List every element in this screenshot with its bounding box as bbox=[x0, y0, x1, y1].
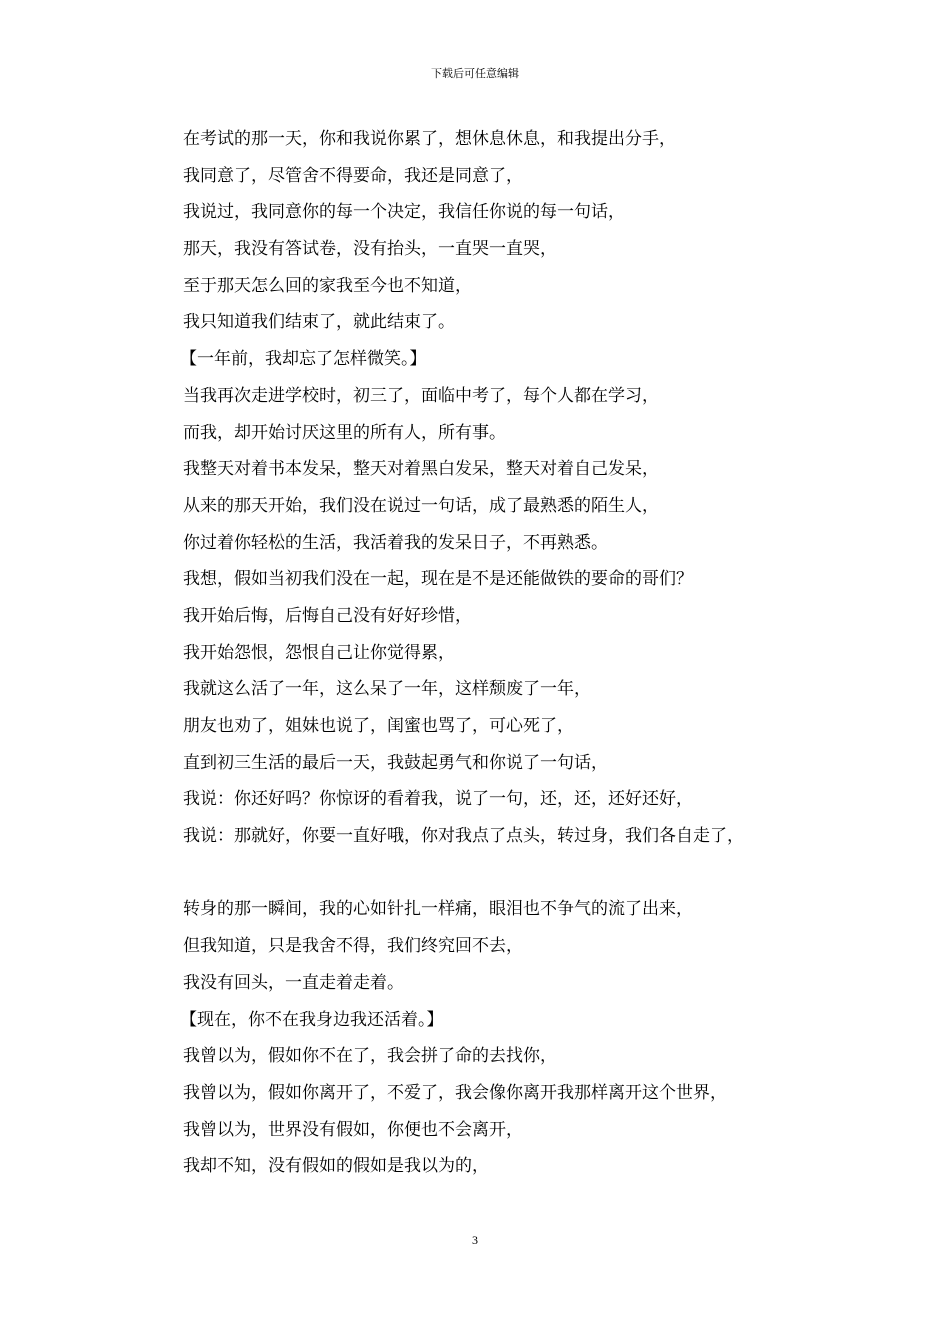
document-body bbox=[180, 121, 843, 1185]
text-line: 那天，我没有答试卷，没有抬头，一直哭一直哭， bbox=[183, 239, 557, 260]
text-line: 朋友也劝了，姐妹也说了，闺蜜也骂了，可心死了， bbox=[183, 716, 574, 736]
text-line: 我开始后悔，后悔自己没有好好珍惜， bbox=[183, 605, 472, 626]
text-line: 在考试的那一天，你和我说你累了，想休息休息，和我提出分手， bbox=[183, 129, 676, 149]
text-line: 我没有回头，一直走着走着。 bbox=[183, 972, 404, 993]
text-line: 我整天对着书本发呆，整天对着黑白发呆，整天对着自己发呆， bbox=[183, 459, 659, 480]
section-heading: 【现在，你不在我身边我还活着。】 bbox=[180, 1009, 444, 1030]
text-line: 我说过，我同意你的每一个决定，我信任你说的每一句话， bbox=[183, 202, 625, 223]
text-line: 但我知道，只是我舍不得，我们终究回不去， bbox=[183, 936, 523, 957]
text-line: 你过着你轻松的生活，我活着我的发呆日子，不再熟悉。 bbox=[183, 532, 608, 553]
text-line: 而我，却开始讨厌这里的所有人，所有事。 bbox=[183, 422, 506, 443]
text-line: 至于那天怎么回的家我至今也不知道， bbox=[183, 275, 472, 296]
text-line: 我说：你还好吗？你惊讶的看着我，说了一句，还，还，还好还好， bbox=[183, 789, 693, 810]
text-line: 我开始怨恨，怨恨自己让你觉得累， bbox=[183, 642, 455, 663]
text-line: 我曾以为，假如你不在了，我会拼了命的去找你， bbox=[183, 1046, 557, 1067]
text-line: 我就这么活了一年，这么呆了一年，这样颓废了一年， bbox=[183, 679, 591, 700]
text-line: 我只知道我们结束了，就此结束了。 bbox=[183, 312, 455, 333]
text-line: 直到初三生活的最后一天，我鼓起勇气和你说了一句话， bbox=[183, 752, 608, 773]
text-line: 我却不知，没有假如的假如是我以为的， bbox=[183, 1156, 489, 1177]
text-line: 从来的那天开始，我们没在说过一句话，成了最熟悉的陌生人， bbox=[183, 495, 659, 516]
blank-line bbox=[183, 855, 843, 892]
text-line: 当我再次走进学校时，初三了，面临中考了，每个人都在学习， bbox=[183, 385, 659, 406]
text-line: 我曾以为，世界没有假如，你便也不会离开， bbox=[183, 1119, 523, 1140]
text-line: 我同意了，尽管舍不得要命，我还是同意了， bbox=[183, 165, 523, 186]
text-line: 我想，假如当初我们没在一起，现在是不是还能做铁的要命的哥们？ bbox=[183, 569, 693, 590]
text-line: 我说：那就好，你要一直好哦，你对我点了点头，转过身，我们各自走了， bbox=[183, 826, 744, 847]
section-heading: 【一年前，我却忘了怎样微笑。】 bbox=[180, 349, 427, 370]
page-number: 3 bbox=[472, 1233, 478, 1247]
text-line: 我曾以为，假如你离开了，不爱了，我会像你离开我那样离开这个世界， bbox=[183, 1082, 727, 1103]
text-line: 转身的那一瞬间，我的心如针扎一样痛，眼泪也不争气的流了出来， bbox=[183, 899, 693, 920]
page-header: 下载后可任意编辑 bbox=[431, 67, 519, 80]
